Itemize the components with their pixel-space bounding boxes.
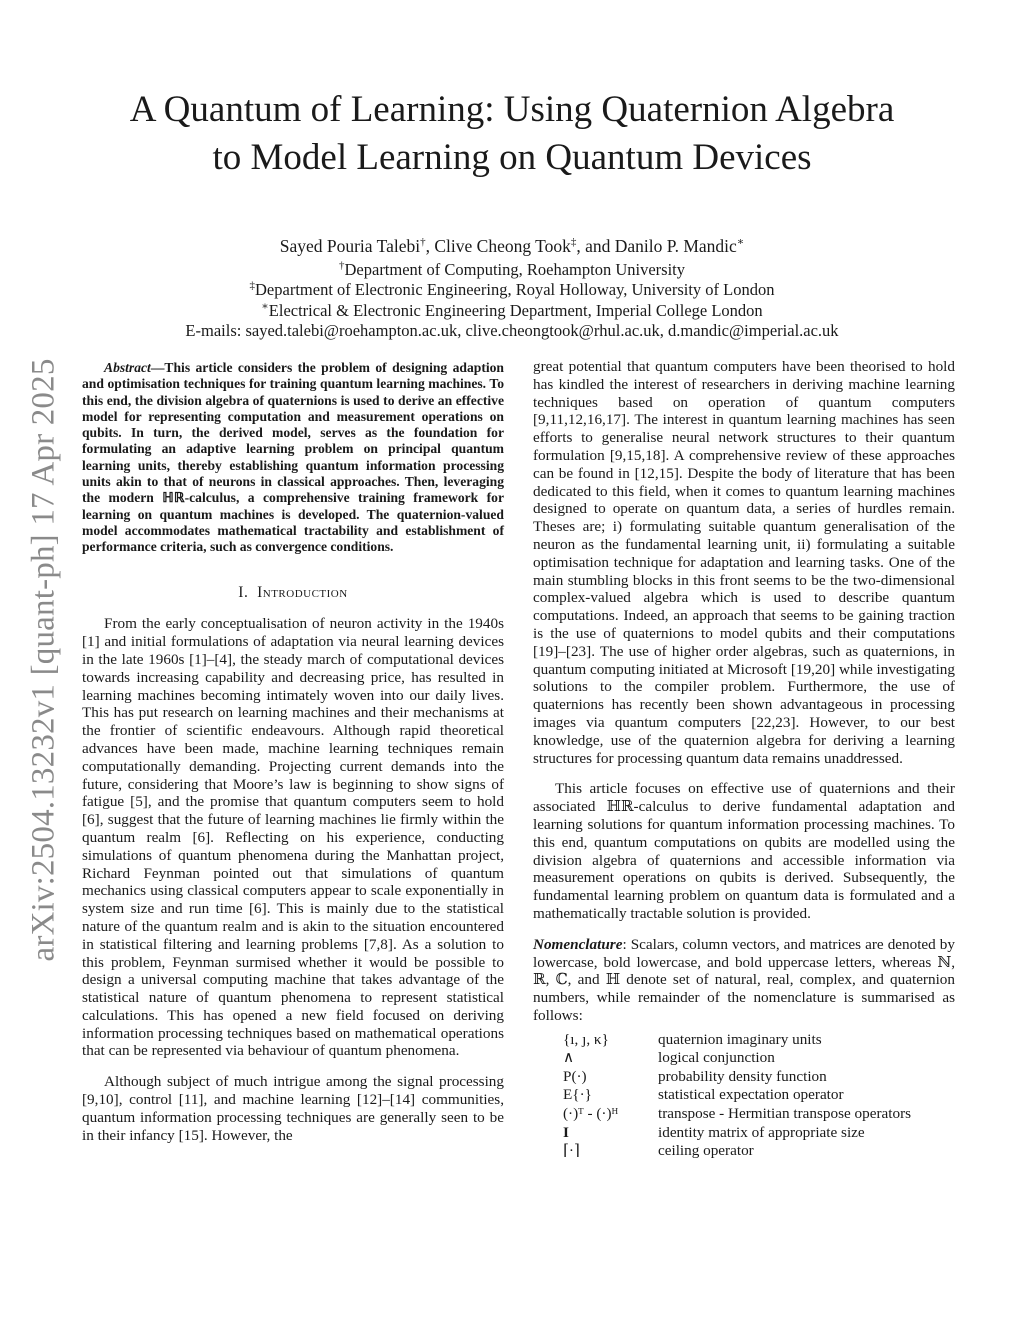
abstract [82, 360, 504, 556]
affiliation-2: ‡Department of Electronic Engineering, Royal Holloway, University of London [249, 279, 775, 299]
author-mark: ‡ [570, 236, 577, 249]
left-column [82, 360, 504, 1144]
affiliation-1: †Department of Computing, Roehampton University [339, 259, 685, 279]
author-mandic: , and Danilo P. Mandic [576, 236, 737, 256]
abstract-text: —This article considers the problem of designing adaption and optimisation techniques for training quantum learning machines. To this end, the division algebra of quaternions is used to derive an effective model for representing computation and measurement operations on qubits. In turn, the derived model, serves as the foundation for formulating an adaptive learning problem on principal quantum learning units, thereby establishing quantum information processing units akin to that of neurons in classical approaches. Then, leveraging the modern ℍℝ-calculus, a comprehensive training framework for learning on quantum machines is developed. The quaternion-valued model accommodates mathematical tractability and establishment of performance criteria, such as convergence conditions. [82, 360, 504, 555]
nomenclature-row: {ı, ȷ, κ} quaternion imaginary units [563, 1030, 822, 1048]
nomenclature-row: ∧ logical conjunction [563, 1049, 775, 1067]
affiliation-3: ∗Electrical & Electronic Engineering Department, Imperial College London [261, 300, 763, 320]
paragraph-intro-1: From the early conceptualisation of neuron activity in the 1940s [1] and initial formulations of adaptation via neural learning devices in the late 1960s [1]–[4], the steady march of computational devices towards increasing capability and decreasing price, has resulted in learning machines becoming intimately woven into our daily lives. This has put research on learning machines and their mechanisms at the frontier of scientific endeavours. Although rapid theoretical advances have been made, machine learning techniques remain computationally demanding. Projecting current demands into the future, considering that Moore’s law is beginning to show signs of fatigue [5], and the promise that quantum computers seem to hold [6], suggest that the future of learning machines lie firmly within the quantum realm [6]. Reflecting on his experience, conducting simulations of quantum phenomena during the Manhattan project, Richard Feynman pointed out that simulations of quantum mechanics using classical computers appear to scale exponentially in system size and run time [6]. This is mainly due to the statistical nature of the quantum realm and is akin to the situation encountered in statistical filtering and learning problems [7,8]. As a solution to this problem, Feynman surmised whether it would be possible to design a universal computing machine that takes advantage of the statistical nature of quantum phenomena to represent statistical calculations. This has opened a new field focused on deriving information processing techniques based on mathematical operations that can be represented via behaviour of quantum phenomena. [82, 615, 504, 1060]
nomenclature-row: P(·) probability density function [563, 1067, 827, 1085]
abstract-label: Abstract [104, 360, 151, 375]
author-took: , Clive Cheong Took [425, 236, 571, 256]
author-mark: † [420, 236, 426, 249]
nomenclature-table [563, 1031, 911, 1161]
author-talebi: Sayed Pouria Talebi [279, 236, 421, 256]
nomenclature-row: I identity matrix of appropriate size [563, 1123, 865, 1141]
title-line-2: to Model Learning on Quantum Devices [212, 137, 812, 178]
paragraph-intro-2: Although subject of much intrigue among the signal processing [9,10], control [11], and machine learning [12]–[14] communities, quantum information processing techniques are generally seen to be in their infancy [15]. However, the [82, 1073, 504, 1144]
author-names [100, 236, 924, 257]
section-heading-introduction: I. Introduction [238, 583, 348, 601]
arxiv-identifier: arXiv:2504.13232v1 [quant-ph] 17 Apr 2025 [25, 358, 62, 962]
nomenclature-label: Nomenclature [533, 935, 623, 953]
nomenclature-row: (·)ᵀ - (·)ᴴ transpose - Hermitian transpose operators [563, 1105, 912, 1123]
nomenclature-row: E{·} statistical expectation operator [563, 1086, 844, 1104]
paragraph-right-1: great potential that quantum computers have been theorised to hold has kindled the interest of researchers in deriving machine learning techniques based on operation of quantum computers [9,11,12,16,17]. The interest in quantum learning machines has seen efforts to generalise neural network structures to their quantum formulation [9,15,18]. A comprehensive review of these approaches can be found in [12,15]. Despite the body of literature that has been dedicated to this field, when it comes to quantum learning machines designed to operate on quantum data, a series of hurdles remain. Theses are; i) formulating suitable quantum generalisation of the neuron as the fundamental learning unit, ii) formulating a suitable optimisation technique for adaptation and learning tasks. One of the main stumbling blocks in this front seems to be the two-dimensional complex-valued algebra which is used to describe quantum computations. Indeed, an approach that seems to be gaining traction is the use of quaternions to model qubits and their computations [19]–[23]. The use of higher order algebras, such as quaternions, in quantum computing initiated at Microsoft [19,20] while investigating solutions to the compiler problem. Furthermore, the use of quaternions has recently been shown advantageous in processing images via quantum computers [22,23]. However, to our best knowledge, use of the quaternion algebra for deriving a learning structures for processing quantum data remains unaddressed. [533, 358, 955, 767]
paragraph-right-2: This article focuses on effective use of quaternions and their associated ℍℝ-calculus to derive fundamental adaptation and learning solutions for quantum information processing machines. To this end, quantum computations on qubits are modelled using the division algebra of quaternions and accessible information via measurement operations on qubits is derived. Subsequently, the fundamental learning problem on quantum data is formulated and a mathematically tractable solution is provided. [533, 780, 955, 922]
title-line-1: A Quantum of Learning: Using Quaternion Algebra [129, 89, 895, 130]
paper-title [60, 86, 964, 182]
author-block [100, 236, 924, 342]
paragraph-nomenclature: Nomenclature: Scalars, column vectors, and matrices are denoted by lowercase, bold lowercase, and bold uppercase letters, whereas ℕ, ℝ, ℂ, and ℍ denote set of natural, real, complex, and quaternion numbers, while remainder of the nomenclature is summarised as follows: [533, 935, 955, 1024]
author-mark: ∗ [736, 236, 745, 249]
author-emails: E-mails: sayed.talebi@roehampton.ac.uk, clive.cheongtook@rhul.ac.uk, d.mandic@imperial.ac.uk [185, 321, 839, 340]
nomenclature-row: ⌈·⌉ ceiling operator [563, 1142, 754, 1160]
right-column [533, 358, 955, 1161]
